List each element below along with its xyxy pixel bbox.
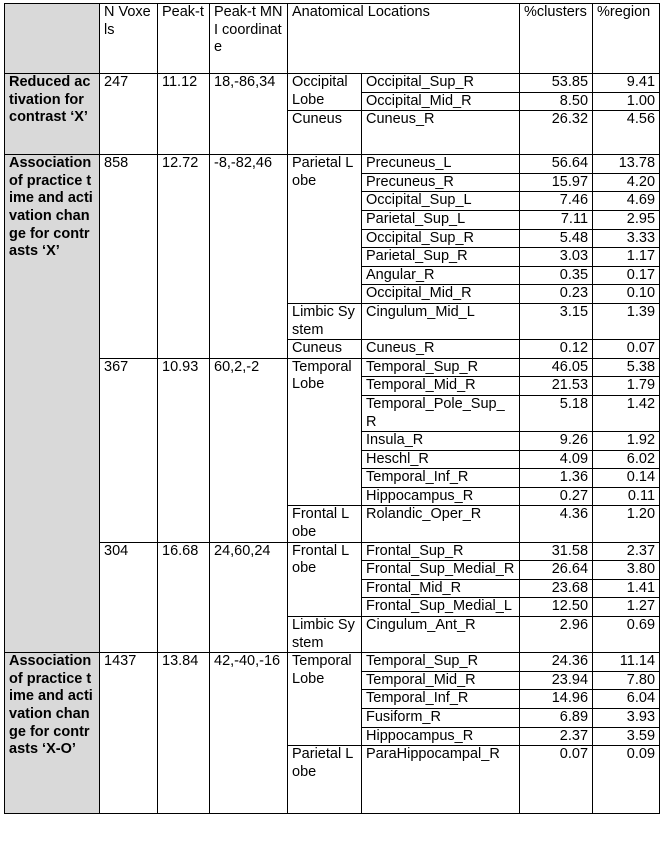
pct-region: 1.92 xyxy=(593,432,660,451)
pct-region: 1.27 xyxy=(593,598,660,617)
pct-region: 3.80 xyxy=(593,561,660,580)
table-row xyxy=(5,155,660,174)
mni-coordinate: 24,60,24 xyxy=(210,542,288,653)
pct-region: 13.78 xyxy=(593,155,660,174)
peak-t: 12.72 xyxy=(158,155,210,359)
pct-region: 0.09 xyxy=(593,746,660,814)
pct-clusters: 26.32 xyxy=(520,111,593,155)
pct-region: 0.17 xyxy=(593,266,660,285)
pct-region: 9.41 xyxy=(593,74,660,93)
pct-clusters: 4.36 xyxy=(520,506,593,542)
region: Frontal_Sup_Medial_R xyxy=(362,561,520,580)
pct-clusters: 3.15 xyxy=(520,303,593,339)
pct-region: 1.41 xyxy=(593,579,660,598)
pct-clusters: 15.97 xyxy=(520,173,593,192)
pct-region: 4.20 xyxy=(593,173,660,192)
pct-clusters: 23.94 xyxy=(520,671,593,690)
pct-clusters: 9.26 xyxy=(520,432,593,451)
region: Frontal_Sup_Medial_L xyxy=(362,598,520,617)
region: Frontal_Sup_R xyxy=(362,542,520,561)
pct-clusters: 31.58 xyxy=(520,542,593,561)
lobe: Temporal Lobe xyxy=(288,358,362,506)
table-row xyxy=(5,653,660,672)
pct-clusters: 26.64 xyxy=(520,561,593,580)
pct-clusters: 5.18 xyxy=(520,395,593,431)
pct-region: 3.59 xyxy=(593,727,660,746)
region: Insula_R xyxy=(362,432,520,451)
pct-region: 4.56 xyxy=(593,111,660,155)
lobe: Temporal Lobe xyxy=(288,653,362,746)
pct-clusters: 7.11 xyxy=(520,210,593,229)
pct-clusters: 1.36 xyxy=(520,469,593,488)
mni-coordinate: -8,-82,46 xyxy=(210,155,288,359)
n-voxels: 367 xyxy=(100,358,158,542)
pct-clusters: 5.48 xyxy=(520,229,593,248)
region: Temporal_Inf_R xyxy=(362,469,520,488)
pct-region: 11.14 xyxy=(593,653,660,672)
region: Hippocampus_R xyxy=(362,727,520,746)
mni-coordinate: 18,-86,34 xyxy=(210,74,288,155)
pct-region: 4.69 xyxy=(593,192,660,211)
region: Temporal_Sup_R xyxy=(362,358,520,377)
region: Precuneus_L xyxy=(362,155,520,174)
peak-t: 10.93 xyxy=(158,358,210,542)
pct-region: 2.37 xyxy=(593,542,660,561)
pct-clusters: 7.46 xyxy=(520,192,593,211)
pct-clusters: 21.53 xyxy=(520,377,593,396)
table-row xyxy=(5,358,660,377)
pct-clusters: 2.96 xyxy=(520,617,593,653)
lobe: Frontal Lobe xyxy=(288,542,362,616)
region: Parietal_Sup_R xyxy=(362,248,520,267)
pct-region: 0.10 xyxy=(593,285,660,304)
pct-clusters: 46.05 xyxy=(520,358,593,377)
region: Cingulum_Ant_R xyxy=(362,617,520,653)
pct-region: 1.42 xyxy=(593,395,660,431)
peak-t: 16.68 xyxy=(158,542,210,653)
header-mni: Peak-t MNI coordinate xyxy=(210,4,288,74)
pct-clusters: 12.50 xyxy=(520,598,593,617)
region: Occipital_Sup_R xyxy=(362,229,520,248)
pct-clusters: 56.64 xyxy=(520,155,593,174)
region: ParaHippocampal_R xyxy=(362,746,520,814)
header-pct-clusters: %clusters xyxy=(520,4,593,74)
region: Temporal_Inf_R xyxy=(362,690,520,709)
region: Temporal_Pole_Sup_R xyxy=(362,395,520,431)
table-row xyxy=(5,542,660,561)
pct-region: 1.17 xyxy=(593,248,660,267)
n-voxels: 247 xyxy=(100,74,158,155)
lobe: Cuneus xyxy=(288,111,362,155)
pct-clusters: 3.03 xyxy=(520,248,593,267)
pct-clusters: 23.68 xyxy=(520,579,593,598)
pct-region: 1.00 xyxy=(593,92,660,111)
pct-region: 6.04 xyxy=(593,690,660,709)
region: Occipital_Mid_R xyxy=(362,92,520,111)
n-voxels: 858 xyxy=(100,155,158,359)
region: Precuneus_R xyxy=(362,173,520,192)
region: Parietal_Sup_L xyxy=(362,210,520,229)
peak-t: 13.84 xyxy=(158,653,210,814)
region: Fusiform_R xyxy=(362,709,520,728)
region: Angular_R xyxy=(362,266,520,285)
pct-clusters: 4.09 xyxy=(520,450,593,469)
region: Rolandic_Oper_R xyxy=(362,506,520,542)
region: Frontal_Mid_R xyxy=(362,579,520,598)
pct-clusters: 53.85 xyxy=(520,74,593,93)
region: Occipital_Sup_L xyxy=(362,192,520,211)
pct-region: 5.38 xyxy=(593,358,660,377)
n-voxels: 1437 xyxy=(100,653,158,814)
pct-clusters: 6.89 xyxy=(520,709,593,728)
region: Cuneus_R xyxy=(362,111,520,155)
pct-region: 2.95 xyxy=(593,210,660,229)
header-condition xyxy=(5,4,100,74)
lobe: Limbic System xyxy=(288,617,362,653)
region: Temporal_Sup_R xyxy=(362,653,520,672)
header-anatomical: Anatomical Locations xyxy=(288,4,520,74)
pct-clusters: 8.50 xyxy=(520,92,593,111)
pct-clusters: 2.37 xyxy=(520,727,593,746)
header-row xyxy=(5,4,660,74)
header-peak-t: Peak-t xyxy=(158,4,210,74)
pct-region: 1.39 xyxy=(593,303,660,339)
pct-clusters: 14.96 xyxy=(520,690,593,709)
mni-coordinate: 42,-40,-16 xyxy=(210,653,288,814)
lobe: Parietal Lobe xyxy=(288,746,362,814)
lobe: Parietal Lobe xyxy=(288,155,362,304)
pct-clusters: 0.23 xyxy=(520,285,593,304)
region: Temporal_Mid_R xyxy=(362,671,520,690)
pct-region: 1.20 xyxy=(593,506,660,542)
peak-t: 11.12 xyxy=(158,74,210,155)
pct-region: 6.02 xyxy=(593,450,660,469)
lobe: Cuneus xyxy=(288,340,362,359)
pct-region: 1.79 xyxy=(593,377,660,396)
pct-clusters: 0.27 xyxy=(520,487,593,506)
header-pct-region: %region xyxy=(593,4,660,74)
region: Cingulum_Mid_L xyxy=(362,303,520,339)
condition-label: Association of practice time and activation change for contrasts ‘X-O’ xyxy=(5,653,100,814)
pct-region: 0.14 xyxy=(593,469,660,488)
n-voxels: 304 xyxy=(100,542,158,653)
pct-region: 7.80 xyxy=(593,671,660,690)
pct-clusters: 0.07 xyxy=(520,746,593,814)
pct-clusters: 24.36 xyxy=(520,653,593,672)
region: Heschl_R xyxy=(362,450,520,469)
region: Occipital_Sup_R xyxy=(362,74,520,93)
lobe: Limbic System xyxy=(288,303,362,339)
pct-region: 3.33 xyxy=(593,229,660,248)
pct-region: 3.93 xyxy=(593,709,660,728)
condition-label: Reduced activation for contrast ‘X’ xyxy=(5,74,100,155)
region: Occipital_Mid_R xyxy=(362,285,520,304)
pct-region: 0.11 xyxy=(593,487,660,506)
region: Temporal_Mid_R xyxy=(362,377,520,396)
lobe: Occipital Lobe xyxy=(288,74,362,111)
pct-clusters: 0.12 xyxy=(520,340,593,359)
region: Cuneus_R xyxy=(362,340,520,359)
results-table xyxy=(4,3,660,814)
pct-region: 0.07 xyxy=(593,340,660,359)
pct-region: 0.69 xyxy=(593,617,660,653)
lobe: Frontal Lobe xyxy=(288,506,362,542)
pct-clusters: 0.35 xyxy=(520,266,593,285)
condition-label: Association of practice time and activation change for contrasts ‘X’ xyxy=(5,155,100,653)
header-n-voxels: N Voxels xyxy=(100,4,158,74)
region: Hippocampus_R xyxy=(362,487,520,506)
mni-coordinate: 60,2,-2 xyxy=(210,358,288,542)
table-row xyxy=(5,74,660,93)
